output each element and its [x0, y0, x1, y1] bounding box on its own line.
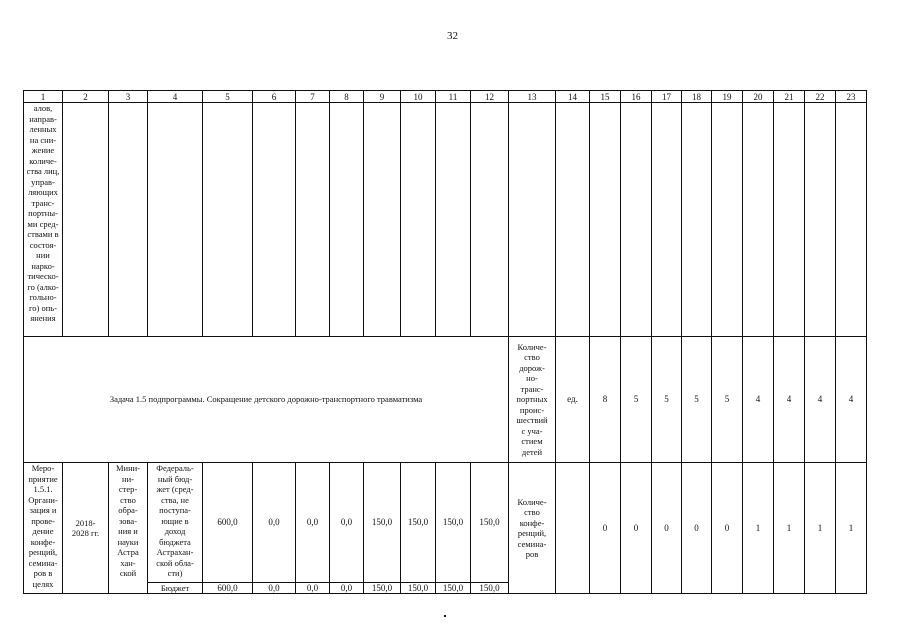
continuation-row [24, 103, 867, 337]
empty-cell [296, 103, 330, 337]
task-value: 5 [712, 337, 743, 463]
empty-cell [712, 103, 743, 337]
finance-value: 150,0 [401, 463, 436, 583]
empty-cell [621, 103, 652, 337]
empty-cell [364, 103, 401, 337]
measure-value: 0 [590, 463, 621, 594]
measure-executor: Мини- ни- стер- ство обра- зова- ния и науки Астра хан- ской [109, 463, 148, 594]
col-header: 13 [509, 91, 556, 103]
finance-value: 0,0 [296, 463, 330, 583]
task-value: 5 [682, 337, 712, 463]
col-header: 18 [682, 91, 712, 103]
task-value: 8 [590, 337, 621, 463]
measure-value: 1 [774, 463, 805, 594]
col-header: 3 [109, 91, 148, 103]
measure-name: Меро- приятие 1.5.1. Органи- зация и прове- дение конфе- ренций, семина- ров в целях [24, 463, 63, 594]
task-value: 4 [774, 337, 805, 463]
task-unit: ед. [556, 337, 590, 463]
task-value: 5 [652, 337, 682, 463]
task-title: Задача 1.5 подпрограммы. Сокращение детского дорожно-транспортного травматизма [24, 337, 509, 463]
finance-value: 150,0 [436, 463, 471, 583]
page-number: 32 [447, 30, 458, 42]
measure-row [24, 463, 867, 583]
measure-unit [556, 463, 590, 594]
budget-value: 0,0 [330, 583, 364, 594]
empty-cell [109, 103, 148, 337]
task-value: 4 [743, 337, 774, 463]
col-header: 17 [652, 91, 682, 103]
header-row [24, 91, 867, 103]
finance-value: 0,0 [330, 463, 364, 583]
col-header: 5 [203, 91, 253, 103]
col-header: 4 [148, 91, 203, 103]
program-table [23, 90, 867, 594]
measure-value: 0 [621, 463, 652, 594]
empty-cell [253, 103, 296, 337]
col-header: 1 [24, 91, 63, 103]
empty-cell [836, 103, 867, 337]
empty-cell [436, 103, 471, 337]
empty-cell [63, 103, 109, 337]
measure-value: 0 [682, 463, 712, 594]
empty-cell [471, 103, 509, 337]
finance-value: 0,0 [253, 463, 296, 583]
col-header: 21 [774, 91, 805, 103]
finance-value: 150,0 [471, 463, 509, 583]
measure-period: 2018- 2028 гг. [63, 463, 109, 594]
empty-cell [556, 103, 590, 337]
col-header: 16 [621, 91, 652, 103]
measure-value: 0 [712, 463, 743, 594]
col-header: 15 [590, 91, 621, 103]
measure-value: 0 [652, 463, 682, 594]
col-header: 9 [364, 91, 401, 103]
empty-cell [401, 103, 436, 337]
col-header: 7 [296, 91, 330, 103]
task-value: 4 [805, 337, 836, 463]
col-header: 19 [712, 91, 743, 103]
empty-cell [743, 103, 774, 337]
col-header: 12 [471, 91, 509, 103]
empty-cell [682, 103, 712, 337]
budget-value: 150,0 [436, 583, 471, 594]
task-value: 5 [621, 337, 652, 463]
empty-cell [774, 103, 805, 337]
finance-value: 150,0 [364, 463, 401, 583]
empty-cell [805, 103, 836, 337]
col-header: 10 [401, 91, 436, 103]
task-value: 4 [836, 337, 867, 463]
budget-source: Бюджет [148, 583, 203, 594]
measure-indicator: Количе- ство конфе- ренций, семина- ров [509, 463, 556, 594]
col-header: 20 [743, 91, 774, 103]
budget-value: 150,0 [401, 583, 436, 594]
empty-cell [652, 103, 682, 337]
empty-cell [509, 103, 556, 337]
col-header: 8 [330, 91, 364, 103]
funding-source: Федераль- ный бюд- жет (сред- ства, не поступа- ющие в доход бюджета Астрахан- ской обла- сти) [148, 463, 203, 583]
empty-cell [148, 103, 203, 337]
continuation-text: алов, направ- ленных на сни- жение количе- ства лиц, управ- ляющих транс- портны- ми сред- ствами в состоя- нии нарко- тическо- го (алко- гольно- го) опь- янения [24, 103, 63, 337]
col-header: 6 [253, 91, 296, 103]
budget-value: 150,0 [364, 583, 401, 594]
col-header: 23 [836, 91, 867, 103]
scan-speck [444, 615, 446, 617]
task-indicator: Количе- ство дорож- но- транс- портных проис- шествий с уча- стием детей [509, 337, 556, 463]
measure-value: 1 [805, 463, 836, 594]
empty-cell [203, 103, 253, 337]
col-header: 11 [436, 91, 471, 103]
col-header: 2 [63, 91, 109, 103]
budget-value: 0,0 [296, 583, 330, 594]
col-header: 22 [805, 91, 836, 103]
budget-value: 0,0 [253, 583, 296, 594]
budget-value: 600,0 [203, 583, 253, 594]
empty-cell [590, 103, 621, 337]
empty-cell [330, 103, 364, 337]
measure-value: 1 [743, 463, 774, 594]
measure-value: 1 [836, 463, 867, 594]
col-header: 14 [556, 91, 590, 103]
finance-value: 600,0 [203, 463, 253, 583]
task-row [24, 337, 867, 463]
budget-value: 150,0 [471, 583, 509, 594]
